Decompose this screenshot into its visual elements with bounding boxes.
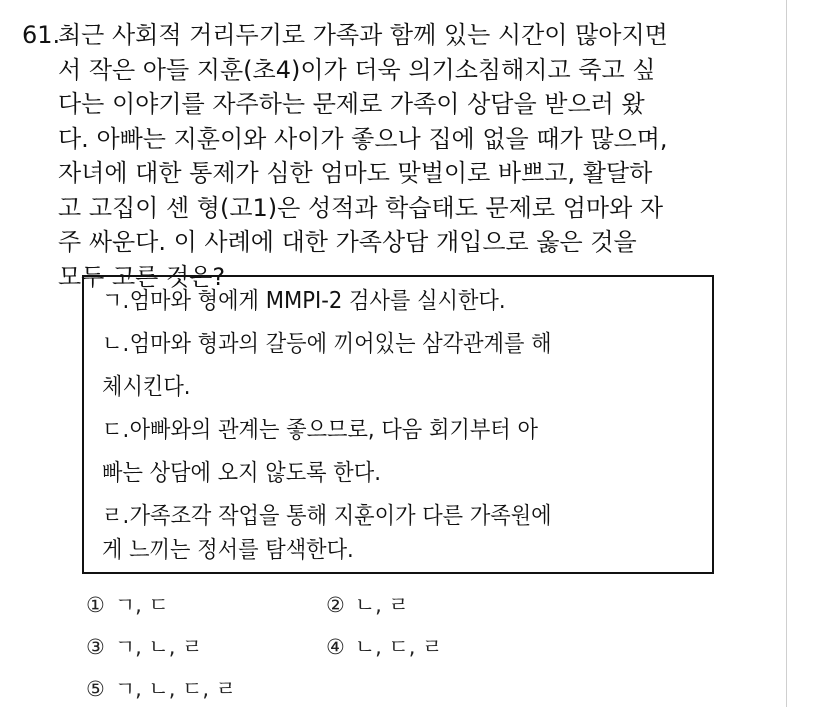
option-number: ③ bbox=[86, 635, 105, 659]
question-line: 최근 사회적 거리두기로 가족과 함께 있는 시간이 많아지면 bbox=[58, 21, 668, 49]
statement-d-continued: 게 느끼는 정서를 탐색한다. bbox=[102, 537, 354, 563]
option-text: ㄱ, ㄴ, ㄹ bbox=[114, 635, 203, 659]
option-number: ② bbox=[326, 593, 345, 617]
statement-marker: ㄷ. bbox=[102, 417, 130, 443]
statement-c bbox=[102, 409, 538, 452]
question-line: 주 싸운다. 이 사례에 대한 가족상담 개입으로 옳은 것을 bbox=[58, 228, 637, 256]
answer-option-4[interactable] bbox=[326, 632, 442, 662]
option-number: ⑤ bbox=[86, 677, 105, 701]
statement-marker: ㄴ. bbox=[102, 331, 130, 357]
statement-marker: ㄱ. bbox=[102, 288, 130, 314]
answer-option-3[interactable] bbox=[86, 632, 202, 662]
statement-text: 엄마와 형과의 갈등에 끼어있는 삼각관계를 해 bbox=[129, 331, 552, 357]
question-line: 고 고집이 센 형(고1)은 성적과 학습태도 문제로 엄마와 자 bbox=[58, 193, 664, 222]
statement-b bbox=[102, 323, 552, 366]
question-line: 다. 아빠는 지훈이와 사이가 좋으나 집에 없을 때가 많으며, bbox=[58, 124, 668, 153]
question-number: 61. bbox=[22, 21, 61, 49]
option-number: ① bbox=[86, 593, 105, 617]
answer-option-2[interactable] bbox=[326, 590, 409, 620]
option-text: ㄴ, ㄹ bbox=[354, 593, 409, 617]
option-text: ㄱ, ㄴ, ㄷ, ㄹ bbox=[114, 677, 237, 701]
option-number: ④ bbox=[326, 635, 345, 659]
question-line: 모두 고른 것은? bbox=[58, 262, 226, 291]
question-line: 서 작은 아들 지훈(초4)이가 더욱 의기소침해지고 죽고 싶 bbox=[58, 55, 656, 84]
statement-b-continued: 체시킨다. bbox=[102, 374, 191, 400]
option-text: ㄱ, ㄷ bbox=[114, 593, 169, 617]
statement-a bbox=[102, 280, 506, 323]
question-stem bbox=[58, 18, 778, 294]
statement-text: 엄마와 형에게 MMPI-2 검사를 실시한다. bbox=[129, 288, 506, 314]
option-text: ㄴ, ㄷ, ㄹ bbox=[354, 635, 443, 659]
answer-option-5[interactable] bbox=[86, 674, 236, 704]
question-line: 다는 이야기를 자주하는 문제로 가족이 상담을 받으러 왔 bbox=[58, 90, 645, 118]
statements-box bbox=[82, 275, 714, 574]
question-line: 자녀에 대한 통제가 심한 엄마도 맞벌이로 바쁘고, 활달하 bbox=[58, 159, 653, 187]
statement-c-continued: 빠는 상담에 오지 않도록 한다. bbox=[102, 460, 381, 486]
statement-text: 가족조각 작업을 통해 지훈이가 다른 가족원에 bbox=[129, 503, 552, 529]
statement-text: 아빠와의 관계는 좋으므로, 다음 회기부터 아 bbox=[129, 417, 538, 443]
statement-marker: ㄹ. bbox=[102, 503, 130, 529]
page-margin-line bbox=[786, 0, 787, 707]
answer-option-1[interactable] bbox=[86, 590, 169, 620]
